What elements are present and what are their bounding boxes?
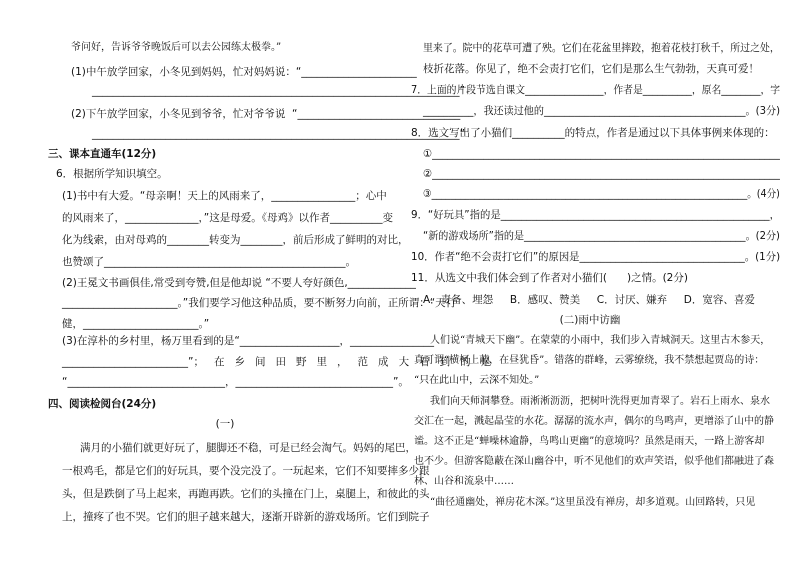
question-6-3-line-3: “______________________________，______________________________”。 [62, 376, 409, 388]
passage-2-line-8: 林、山谷和流泉中…… [414, 476, 514, 487]
question-9-line-2: “新的游戏场所”指的是____________________________________________。(2分) [423, 230, 781, 242]
question-6-1-line-4: 也赞颂了______________________________________________。 [62, 256, 356, 268]
question-10: 10．作者“绝不会责打它们”的原因是________________________________。(1分) [411, 251, 781, 263]
question-6-1-line-3: 化为线索，由对母鸡的________转变为________，前后形成了鲜明的对比， [62, 234, 409, 246]
question-8-item-2: ②____________________________________________________________________ [423, 168, 780, 180]
passage-2-line-4: 我们向天师洞攀登。雨淅淅沥沥，把树叶洗得更加青翠了。岩石上雨水、泉水 [430, 396, 770, 407]
question-6-1-line-2: 的风雨来了，______________，”这是母爱。《母鸡》以作者__________变 [62, 212, 393, 224]
question-7-line-1: 7．上面的片段节选自课文________________，作者是__________，原名________，字 [411, 84, 781, 96]
question-6-heading: 6．根据所学知识填空。 [56, 168, 168, 180]
question-2-line-1: (2)下午放学回家，小冬见到爷爷，忙对爷爷说 “_______________________________ [71, 108, 461, 120]
question-6-2-line-2: ______________________。”我们要学习他这种品质，要不断努力向前，正所谓：“天行 [62, 297, 457, 309]
question-11-options: A．责备、埋怨 B．感叹、赞美 C．讨厌、嫌弃 D．宽容、喜爱 [423, 294, 755, 306]
text-line: 爷问好，告诉爷爷晚饭后可以去公园练太极拳。” [71, 42, 282, 53]
passage-2-line-3: “只在此山中，云深不知处。” [414, 375, 540, 386]
passage-2-line-5: 交汇在一起，溅起晶莹的水花。潺潺的流水声，偶尔的鸟鸣声，更增添了山中的静 [414, 416, 774, 427]
question-1-line-2: ______________________________________________________________________” [92, 85, 465, 97]
passage-2-line-9: “曲径通幽处，禅房花木深。”这里虽没有禅房，却多道观。山回路转，只见 [430, 497, 756, 508]
passage-2-title: (二)雨中访幽 [559, 314, 621, 326]
section-3-heading: 三、课本直通车(12分) [48, 148, 157, 160]
question-11: 11．从选文中我们体会到了作者对小猫们( )之情。(2分) [411, 272, 688, 284]
passage-1-line-4: 上，撞疼了也不哭。它们的胆子越来越大，逐渐开辟新的游戏场所。它们到院子 [62, 511, 430, 523]
question-2-line-2: ______________________________________________________________________” [92, 128, 465, 140]
question-6-3-line-2: ________________________”； 在 乡 间 田 野 里 ， 范 成 大 看 到 的 是 [62, 356, 492, 368]
question-6-1-line-1: (1)书中有大爱。“母亲啊！天上的风雨来了，________________；心中 [62, 190, 387, 202]
passage-1-line-2: 一根鸡毛，都是它们的好玩具，要个没完没了。一玩起来，它们不知要摔多少跟 [62, 465, 430, 477]
question-6-2-line-1: (2)王冕文书画俱佳,常受到夸赞,但是他却说 “不要人夸好颜色,_____________ [62, 277, 416, 289]
passage-1-number: (一) [215, 418, 235, 430]
passage-2-line-1: 人们说“青城天下幽”。在蒙蒙的小雨中，我们步入青城洞天。这里古木参天， [430, 335, 771, 346]
question-9-line-1: 9．“好玩具”指的是____________________________________________________， [411, 209, 780, 221]
question-6-3-line-1: (3)在淳朴的乡村里，杨万里看到的是“___________________，________________ [62, 335, 435, 347]
passage-2-line-2: 真可谓“横柯上蔽，在昼犹昏”。错落的群峰，云雾缭绕，我不禁想起贾岛的诗： [414, 355, 765, 366]
question-7-line-2: __________，我还读过他的________________________________________。(3分) [423, 105, 780, 117]
question-8-item-3: ③__________________________________________________________________。(4分) [423, 188, 780, 200]
passage-2-line-6: 谧。这不正是“蝉噪林逾静，鸟鸣山更幽”的意境吗？虽然是雨天，一路上游客却 [414, 436, 765, 447]
passage-1-line-5: 里来了。院中的花草可遭了殃。它们在花盆里摔跤，抱着花枝打秋千，所过之处， [423, 42, 780, 54]
question-8: 8．选文写出了小猫们__________的特点，作者是通过以下具体事例来体现的： [411, 127, 775, 139]
passage-1-line-3: 头，但是跌倒了马上起来，再跑再跌。它们的头撞在门上，桌腿上，和彼此的头 [62, 488, 430, 500]
passage-1-line-1: 满月的小猫们就更好玩了，腿脚还不稳，可是已经会淘气。妈妈的尾巴， [80, 442, 416, 454]
question-6-2-line-3: 健，______________________。” [62, 318, 210, 330]
question-8-item-1: ①____________________________________________________________________ [423, 148, 780, 160]
passage-1-line-6: 枝折花落。你见了，绝不会责打它们，它们是那么生气勃勃，天真可爱！ [423, 63, 759, 75]
passage-2-line-7: 也不少。但游客隐蔽在深山幽谷中，听不见他们的欢声笑语，似乎他们都融进了森 [414, 456, 774, 467]
section-4-heading: 四、阅读检阅台(24分) [48, 398, 157, 410]
question-1-line-1: (1)中午放学回家，小冬见到妈妈，忙对妈妈说：“______________________ [71, 66, 417, 78]
